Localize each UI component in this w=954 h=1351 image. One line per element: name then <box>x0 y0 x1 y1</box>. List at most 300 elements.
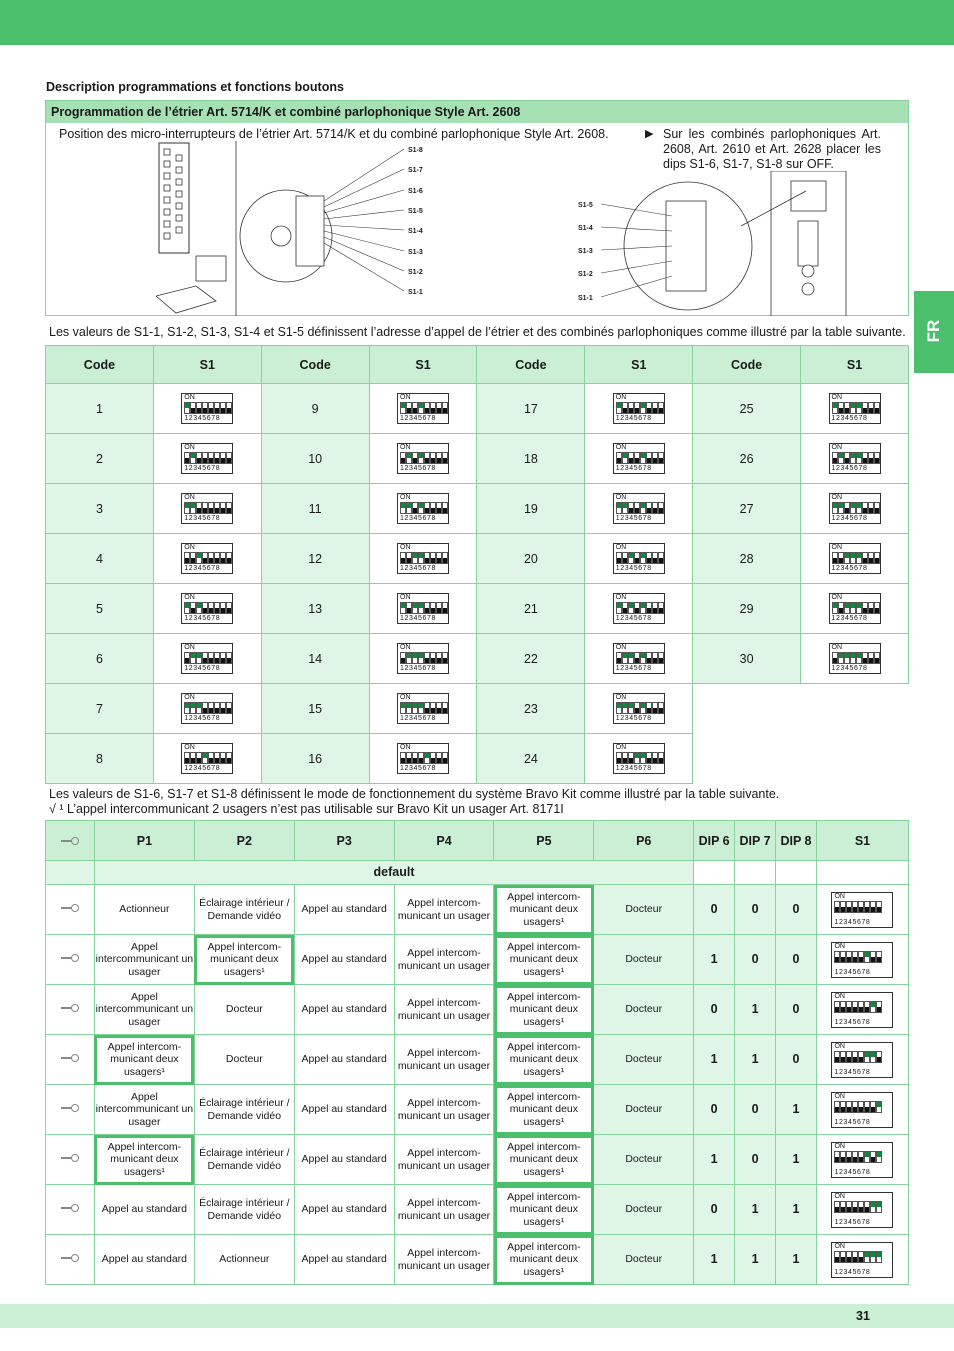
mode-row <box>46 985 909 1035</box>
dip-numbers: 12345678 <box>184 765 221 772</box>
dip-on-label: ON <box>184 444 195 451</box>
dip-levers <box>400 652 448 664</box>
dip-on-label: ON <box>834 942 845 950</box>
dip-lever <box>658 752 664 764</box>
button-function-cell: Appel intercom- municant deux usagers¹ <box>494 985 594 1035</box>
button-function-cell: Appel intercom- municant un usager <box>394 1085 494 1135</box>
key-icon <box>61 1204 79 1212</box>
s1-cell <box>816 1235 908 1285</box>
header-code: Code <box>477 346 585 384</box>
button-function-cell: Appel au standard <box>94 1235 194 1285</box>
s1-cell <box>369 734 477 784</box>
dip-on-label: ON <box>400 444 411 451</box>
dip-numbers: 12345678 <box>184 465 221 472</box>
dip-switch <box>831 942 893 978</box>
dip-lever <box>876 1151 882 1163</box>
code-row <box>46 484 909 534</box>
code-cell: 23 <box>477 684 585 734</box>
dip-numbers: 12345678 <box>615 665 652 672</box>
button-function-cell: Appel intercommunicant un usager <box>94 1085 194 1135</box>
button-function-cell: Appel intercom- municant un usager <box>394 985 494 1035</box>
dip-levers <box>834 1051 882 1063</box>
dip-numbers: 12345678 <box>400 715 436 722</box>
dip-lever <box>442 502 448 514</box>
dip-lever <box>658 702 664 714</box>
dip-switch <box>397 543 449 574</box>
dip-on-label: ON <box>615 594 627 601</box>
dip-switch <box>181 593 233 624</box>
dip-on-label: ON <box>184 544 195 551</box>
s1-cell <box>801 584 909 634</box>
button-function-cell: Appel au standard <box>294 935 394 985</box>
code-cell: 14 <box>261 634 369 684</box>
button-function-cell: Appel au standard <box>294 1035 394 1085</box>
button-function-cell: Appel intercommunicant un usager <box>94 935 194 985</box>
language-tab[interactable] <box>914 291 954 373</box>
button-function-cell: Docteur <box>594 1035 694 1085</box>
dip-switch <box>181 493 233 524</box>
code-cell: 7 <box>46 684 154 734</box>
button-function-cell: Actionneur <box>94 885 194 935</box>
dip-lever <box>876 1251 882 1263</box>
dip-levers <box>832 652 880 664</box>
language-tab-label: FR <box>924 319 943 343</box>
dip-on-label: ON <box>834 1092 845 1100</box>
dip-levers <box>616 752 664 764</box>
dip-switch <box>831 1042 893 1078</box>
dip-on-label: ON <box>615 644 627 651</box>
s1-cell <box>816 985 908 1035</box>
s1-cell <box>153 534 261 584</box>
key-icon <box>61 954 79 962</box>
s1-cell <box>585 584 693 634</box>
dip-on-label: ON <box>831 494 843 501</box>
s1-cell <box>585 384 693 434</box>
dip-levers <box>616 502 664 514</box>
dip-lever <box>226 402 232 414</box>
s1-cell <box>585 534 693 584</box>
dip-switch <box>181 743 233 774</box>
dip-numbers: 12345678 <box>615 565 652 572</box>
dip-on-label: ON <box>831 394 843 401</box>
button-function-cell: Appel intercom- municant un usager <box>394 1135 494 1185</box>
button-function-cell: Docteur <box>194 985 294 1035</box>
dip-levers <box>616 402 664 414</box>
dip-switch <box>831 992 893 1028</box>
button-function-cell: Éclairage intérieur / Demande vidéo <box>194 1185 294 1235</box>
code-cell: 26 <box>693 434 801 484</box>
button-function-cell: Appel intercom- municant deux usagers¹ <box>494 935 594 985</box>
dip-switch <box>181 643 233 674</box>
dip-numbers: 12345678 <box>615 515 652 522</box>
dip-on-label: ON <box>184 594 195 601</box>
dip-levers <box>832 502 880 514</box>
dip-value-cell: 0 <box>694 885 735 935</box>
dip-value-cell: 1 <box>735 1035 776 1085</box>
code-row <box>46 434 909 484</box>
dip-numbers: 12345678 <box>184 415 221 422</box>
mode-table <box>45 820 909 1285</box>
code-cell: 20 <box>477 534 585 584</box>
section-title: Description programmations et fonctions boutons <box>46 80 344 94</box>
fig1-label: S1-4 <box>408 228 423 235</box>
dip-lever <box>442 402 448 414</box>
dip-lever <box>874 652 880 664</box>
dip-numbers: 12345678 <box>834 1018 871 1026</box>
dip-levers <box>834 901 882 913</box>
dip-switch <box>613 443 665 474</box>
button-function-cell: Appel intercom- municant deux usagers¹ <box>194 935 294 985</box>
header-p3: P3 <box>294 821 394 861</box>
dip-lever <box>658 552 664 564</box>
dip-lever <box>658 652 664 664</box>
dip-value-cell: 0 <box>735 885 776 935</box>
fig2-label: S1-4 <box>578 225 593 232</box>
dip-on-label: ON <box>834 1142 845 1150</box>
empty-cell <box>693 734 909 784</box>
button-function-cell: Docteur <box>594 1085 694 1135</box>
dip-on-label: ON <box>834 1042 845 1050</box>
header-dip7: DIP 7 <box>735 821 776 861</box>
code-cell: 4 <box>46 534 154 584</box>
s1-cell <box>153 584 261 634</box>
dip-numbers: 12345678 <box>615 615 652 622</box>
dip-numbers: 12345678 <box>400 615 436 622</box>
code-row <box>46 534 909 584</box>
code-cell: 25 <box>693 384 801 434</box>
dip-switch <box>181 543 233 574</box>
header-code: Code <box>46 346 154 384</box>
paragraph-mode: Les valeurs de S1-6, S1-7 et S1-8 définissent le mode de fonctionnement du système Bravo Kit comme illustré par la table suivante. <box>49 787 780 801</box>
header-p6: P6 <box>594 821 694 861</box>
code-cell: 12 <box>261 534 369 584</box>
dip-on-label: ON <box>834 892 845 900</box>
header-s1: S1 <box>153 346 261 384</box>
button-function-cell: Appel au standard <box>294 885 394 935</box>
dip-lever <box>442 552 448 564</box>
dip-switch <box>829 443 881 474</box>
dip-lever <box>226 652 232 664</box>
code-cell: 28 <box>693 534 801 584</box>
s1-cell <box>585 634 693 684</box>
dip-switch <box>397 493 449 524</box>
dip-value-cell: 0 <box>694 1085 735 1135</box>
fig1-label: S1-7 <box>408 167 423 174</box>
mode-row <box>46 885 909 935</box>
mode-row <box>46 935 909 985</box>
code-cell: 10 <box>261 434 369 484</box>
header-code: Code <box>261 346 369 384</box>
code-row <box>46 734 909 784</box>
dip-numbers: 12345678 <box>834 1118 871 1126</box>
arrow-icon: ▶ <box>645 128 654 140</box>
dip-levers <box>616 552 664 564</box>
dip-switch <box>397 393 449 424</box>
dip-lever <box>876 1001 882 1013</box>
code-cell: 19 <box>477 484 585 534</box>
dip-levers <box>616 452 664 464</box>
s1-cell <box>369 484 477 534</box>
s1-cell <box>153 634 261 684</box>
dip-switch <box>397 643 449 674</box>
button-function-cell: Docteur <box>594 1235 694 1285</box>
button-function-cell: Appel intercom- municant un usager <box>394 1185 494 1235</box>
dip-value-cell: 1 <box>776 1185 817 1235</box>
button-function-cell: Appel au standard <box>294 1135 394 1185</box>
dip-lever <box>874 502 880 514</box>
s1-cell <box>153 734 261 784</box>
header-s1: S1 <box>369 346 477 384</box>
default-empty <box>776 861 817 885</box>
dip-on-label: ON <box>831 594 843 601</box>
dip-numbers: 12345678 <box>184 565 221 572</box>
s1-cell <box>816 935 908 985</box>
dip-switch <box>397 743 449 774</box>
dip-numbers: 12345678 <box>184 715 221 722</box>
dip-levers <box>834 951 882 963</box>
dip-lever <box>876 951 882 963</box>
button-function-cell: Appel intercom- municant deux usagers¹ <box>494 1185 594 1235</box>
dip-value-cell: 1 <box>694 935 735 985</box>
button-function-cell: Appel intercom- municant deux usagers¹ <box>494 1235 594 1285</box>
dip-numbers: 12345678 <box>184 515 221 522</box>
box-note-text: Sur les combinés parlophoniques Art. 2608, Art. 2610 et Art. 2628 placer les dips S1-6, S1-7, S1-8 sur OFF. <box>663 127 881 171</box>
dip-lever <box>226 702 232 714</box>
dip-numbers: 12345678 <box>831 665 868 672</box>
dip-value-cell: 0 <box>776 985 817 1035</box>
fig1-label: S1-6 <box>408 188 423 195</box>
fig2-label: S1-2 <box>578 271 593 278</box>
s1-cell <box>816 1035 908 1085</box>
s1-cell <box>585 734 693 784</box>
code-table-body <box>46 384 909 784</box>
default-empty <box>816 861 908 885</box>
default-empty <box>735 861 776 885</box>
button-function-cell: Docteur <box>594 1135 694 1185</box>
dip-on-label: ON <box>184 644 195 651</box>
header-code: Code <box>693 346 801 384</box>
mode-row <box>46 1035 909 1085</box>
dip-switch <box>831 1242 893 1278</box>
button-function-cell: Docteur <box>594 885 694 935</box>
dip-levers <box>834 1001 882 1013</box>
dip-value-cell: 0 <box>776 1035 817 1085</box>
mode-table-body <box>46 861 909 1285</box>
button-function-cell: Appel au standard <box>294 1185 394 1235</box>
header-dip8: DIP 8 <box>776 821 817 861</box>
dip-switch <box>613 493 665 524</box>
dip-levers <box>400 452 448 464</box>
dip-numbers: 12345678 <box>615 765 652 772</box>
mode-row <box>46 1185 909 1235</box>
header-p5: P5 <box>494 821 594 861</box>
code-cell: 27 <box>693 484 801 534</box>
code-row <box>46 584 909 634</box>
dip-lever <box>442 452 448 464</box>
s1-cell <box>369 384 477 434</box>
header-s1: S1 <box>801 346 909 384</box>
button-function-cell: Appel au standard <box>94 1185 194 1235</box>
top-banner <box>0 0 954 45</box>
dip-switch <box>613 643 665 674</box>
button-function-cell: Éclairage intérieur / Demande vidéo <box>194 1135 294 1185</box>
key-icon <box>61 837 79 845</box>
header-p1: P1 <box>94 821 194 861</box>
mode-row <box>46 1085 909 1135</box>
dip-numbers: 12345678 <box>831 615 868 622</box>
header-dip6: DIP 6 <box>694 821 735 861</box>
dip-lever <box>874 552 880 564</box>
dip-levers <box>400 402 448 414</box>
header-p4: P4 <box>394 821 494 861</box>
dip-on-label: ON <box>184 694 195 701</box>
dip-levers <box>400 602 448 614</box>
dip-levers <box>834 1251 882 1263</box>
s1-cell <box>816 1185 908 1235</box>
code-cell: 11 <box>261 484 369 534</box>
dip-on-label: ON <box>184 394 195 401</box>
dip-levers <box>832 552 880 564</box>
box-header: Programmation de l’étrier Art. 5714/K et combiné parlophonique Style Art. 2608 <box>46 101 908 123</box>
dip-levers <box>184 752 232 764</box>
s1-cell <box>801 634 909 684</box>
key-cell <box>46 935 95 985</box>
dip-levers <box>184 552 232 564</box>
dip-levers <box>184 502 232 514</box>
button-function-cell: Éclairage intérieur / Demande vidéo <box>194 1085 294 1135</box>
header-s1: S1 <box>816 821 908 861</box>
dip-on-label: ON <box>400 594 411 601</box>
dip-on-label: ON <box>400 644 411 651</box>
s1-cell <box>801 534 909 584</box>
dip-switch <box>181 443 233 474</box>
s1-cell <box>816 1135 908 1185</box>
fig1-label: S1-2 <box>408 269 423 276</box>
dip-value-cell: 1 <box>776 1135 817 1185</box>
key-cell <box>46 1085 95 1135</box>
dip-switch <box>831 1142 893 1178</box>
header-key <box>46 821 95 861</box>
dip-on-label: ON <box>400 494 411 501</box>
dip-on-label: ON <box>834 1192 845 1200</box>
dip-numbers: 12345678 <box>834 1218 871 1226</box>
dip-value-cell: 0 <box>776 885 817 935</box>
dip-numbers: 12345678 <box>831 465 868 472</box>
code-cell: 18 <box>477 434 585 484</box>
default-empty <box>694 861 735 885</box>
dip-levers <box>184 702 232 714</box>
dip-switch <box>613 593 665 624</box>
s1-cell <box>369 534 477 584</box>
s1-cell <box>369 434 477 484</box>
dip-value-cell: 0 <box>735 1085 776 1135</box>
dip-on-label: ON <box>615 444 627 451</box>
button-function-cell: Appel intercom- municant un usager <box>394 1035 494 1085</box>
key-icon <box>61 1104 79 1112</box>
dip-numbers: 12345678 <box>834 968 871 976</box>
dip-switch <box>613 393 665 424</box>
button-function-cell: Appel intercom- municant un usager <box>394 935 494 985</box>
dip-on-label: ON <box>615 544 627 551</box>
dip-on-label: ON <box>615 694 627 701</box>
s1-cell <box>801 484 909 534</box>
dip-numbers: 12345678 <box>400 665 436 672</box>
dip-levers <box>832 402 880 414</box>
code-cell: 9 <box>261 384 369 434</box>
dip-numbers: 12345678 <box>184 615 221 622</box>
dip-value-cell: 0 <box>735 1135 776 1185</box>
code-cell: 29 <box>693 584 801 634</box>
footnote: √ ¹ L’appel intercommunicant 2 usagers n’est pas utilisable sur Bravo Kit un usager Art. 8171I <box>49 802 564 816</box>
dip-levers <box>616 652 664 664</box>
dip-numbers: 12345678 <box>834 1068 871 1076</box>
dip-switch <box>397 593 449 624</box>
dip-numbers: 12345678 <box>400 465 436 472</box>
dip-numbers: 12345678 <box>184 665 221 672</box>
fig1-label: S1-8 <box>408 147 423 154</box>
key-cell <box>46 1235 95 1285</box>
dip-levers <box>400 702 448 714</box>
dip-numbers: 12345678 <box>400 765 436 772</box>
dip-value-cell: 0 <box>776 935 817 985</box>
dip-switch <box>829 543 881 574</box>
dip-lever <box>658 452 664 464</box>
dip-numbers: 12345678 <box>400 565 436 572</box>
box-description: Position des micro-interrupteurs de l’étrier Art. 5714/K et du combiné parlophonique Style Art. 2608. <box>59 127 609 141</box>
dip-lever <box>226 452 232 464</box>
dip-on-label: ON <box>400 544 411 551</box>
dip-value-cell: 1 <box>735 1235 776 1285</box>
default-spacer <box>46 861 95 885</box>
dip-levers <box>184 602 232 614</box>
dip-lever <box>226 602 232 614</box>
dip-value-cell: 0 <box>694 985 735 1035</box>
dip-lever <box>658 402 664 414</box>
dip-switch <box>397 443 449 474</box>
dip-lever <box>442 702 448 714</box>
dip-numbers: 12345678 <box>615 465 652 472</box>
s1-cell <box>816 1085 908 1135</box>
code-cell: 24 <box>477 734 585 784</box>
dip-levers <box>400 752 448 764</box>
dip-value-cell: 1 <box>735 985 776 1035</box>
key-icon <box>61 904 79 912</box>
key-cell <box>46 1185 95 1235</box>
dip-levers <box>834 1151 882 1163</box>
dip-switch <box>831 1192 893 1228</box>
dip-on-label: ON <box>831 444 843 451</box>
button-function-cell: Éclairage intérieur / Demande vidéo <box>194 885 294 935</box>
code-cell: 3 <box>46 484 154 534</box>
mode-row <box>46 1235 909 1285</box>
s1-cell <box>369 684 477 734</box>
code-row <box>46 634 909 684</box>
key-icon <box>61 1054 79 1062</box>
dip-numbers: 12345678 <box>615 415 652 422</box>
button-function-cell: Appel au standard <box>294 985 394 1035</box>
dip-levers <box>616 702 664 714</box>
dip-switch <box>829 593 881 624</box>
code-cell: 1 <box>46 384 154 434</box>
button-function-cell: Appel intercom- municant deux usagers¹ <box>494 1035 594 1085</box>
dip-on-label: ON <box>834 992 845 1000</box>
code-cell: 15 <box>261 684 369 734</box>
paragraph-address: Les valeurs de S1-1, S1-2, S1-3, S1-4 et S1-5 définissent l’adresse d’appel de l’étrier et des combinés parlophoniques comme illustré par la table suivante. <box>49 325 906 339</box>
dip-on-label: ON <box>400 394 411 401</box>
key-cell <box>46 1035 95 1085</box>
dip-switch <box>829 643 881 674</box>
button-function-cell: Appel intercom- municant deux usagers¹ <box>494 885 594 935</box>
